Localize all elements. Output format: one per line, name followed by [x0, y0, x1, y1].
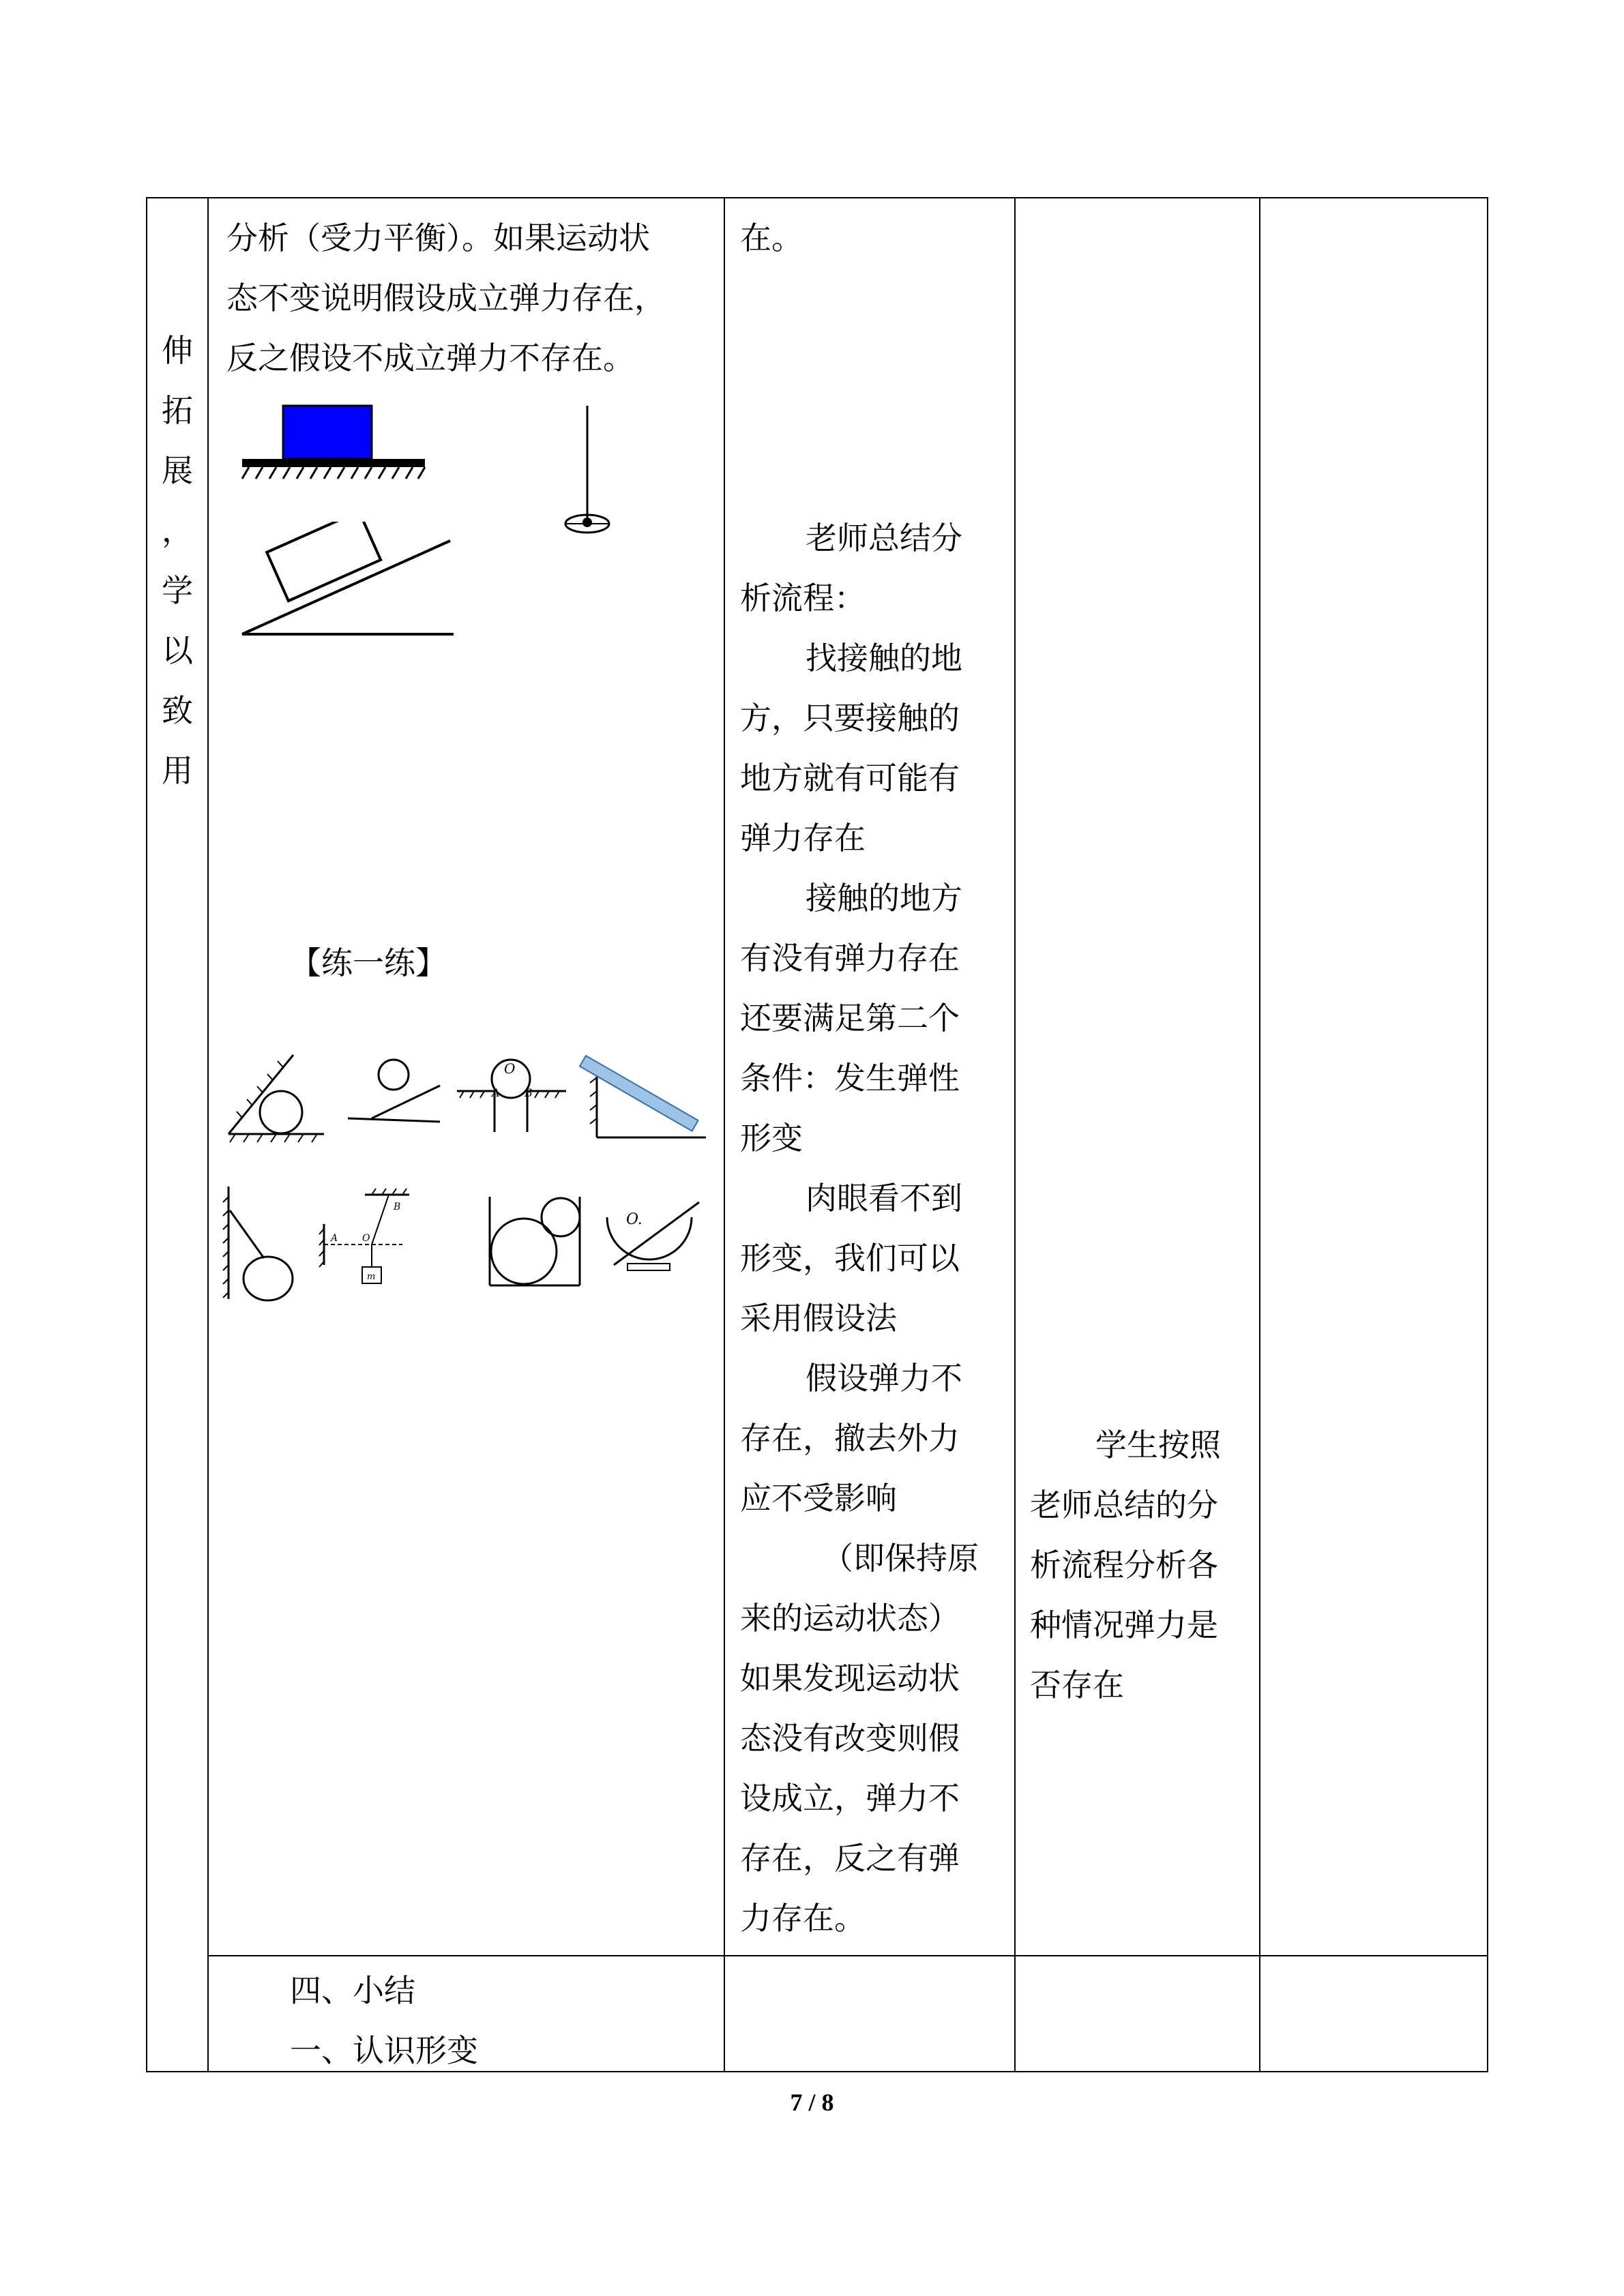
rod-and-weight-figure	[317, 1187, 426, 1289]
hanging-ball-figure	[556, 402, 617, 546]
block-on-table-figure	[235, 402, 433, 491]
summary-line: 条件：发生弹性	[740, 1060, 960, 1097]
figure-label-b: B	[394, 1202, 401, 1212]
summary-line: 接触的地方	[806, 880, 962, 916]
summary-item: 一、认识形变	[290, 2032, 478, 2069]
summary-heading: 四、小结	[290, 1972, 415, 2009]
summary-line: 方，只要接触的	[740, 700, 960, 736]
summary-line: 形变	[740, 1120, 803, 1157]
figure-label-a: A	[331, 1233, 338, 1244]
summary-line: 老师总结分	[806, 520, 962, 556]
summary-line: 假设弹力不	[806, 1360, 962, 1397]
summary-line: 有没有弹力存在	[740, 940, 960, 976]
figure-label-o: O	[504, 1060, 516, 1077]
student-activity-text: 学生按照 老师总结的分 析流程分析各 种情况弹力是 否存在	[1030, 1427, 1221, 1703]
figure-label-o: O.	[626, 1211, 643, 1228]
summary-line: 肉眼看不到	[806, 1180, 962, 1217]
summary-line: 存在，反之有弹	[740, 1840, 960, 1877]
content-paragraph: 分析（受力平衡）。如果运动状 态不变说明假设成立弹力存在， 反之假设不成立弹力不存在。	[226, 220, 666, 376]
col3-top-text: 在。	[740, 220, 803, 256]
section-side-label: 伸 拓 展 ， 学 以 致 用	[162, 332, 193, 789]
summary-line: 找接触的地	[806, 640, 962, 676]
summary-line: 地方就有可能有	[740, 760, 960, 796]
figure-label-o: O	[362, 1233, 370, 1244]
summary-line: 设成立，弹力不	[740, 1780, 960, 1817]
page-number: 7 / 8	[790, 2089, 834, 2116]
plank-against-wall-figure	[576, 1043, 713, 1146]
rod-in-bowl-figure	[593, 1190, 709, 1292]
ball-on-wall-string-figure	[222, 1183, 297, 1302]
summary-line: 如果发现运动状	[740, 1660, 960, 1697]
summary-line: 力存在。	[740, 1900, 866, 1937]
summary-line: 采用假设法	[740, 1300, 897, 1337]
ball-wedge-figure	[222, 1047, 338, 1146]
summary-line: 存在，撤去外力	[740, 1420, 960, 1457]
summary-line: 形变，我们可以	[740, 1240, 960, 1277]
summary-line: 应不受影响	[740, 1480, 897, 1517]
summary-line: 还要满足第二个	[740, 1000, 960, 1037]
block-on-incline-figure	[235, 522, 460, 648]
ball-in-notch-figure	[454, 1043, 570, 1146]
summary-line: 弹力存在	[740, 820, 866, 856]
practice-title: 【练一练】	[290, 944, 447, 981]
ball-on-slope-figure	[344, 1050, 447, 1125]
figure-label-a: A	[492, 1086, 500, 1099]
two-balls-in-box-figure	[484, 1190, 587, 1292]
figure-label-m: m	[367, 1272, 376, 1282]
summary-line: 来的运动状态）	[740, 1600, 960, 1637]
summary-line: 态没有改变则假	[740, 1720, 960, 1757]
figure-label-b: B	[525, 1086, 533, 1099]
teacher-summary-text	[740, 508, 979, 1948]
summary-line: 析流程：	[740, 580, 866, 616]
summary-line: （即保持原	[822, 1540, 979, 1577]
